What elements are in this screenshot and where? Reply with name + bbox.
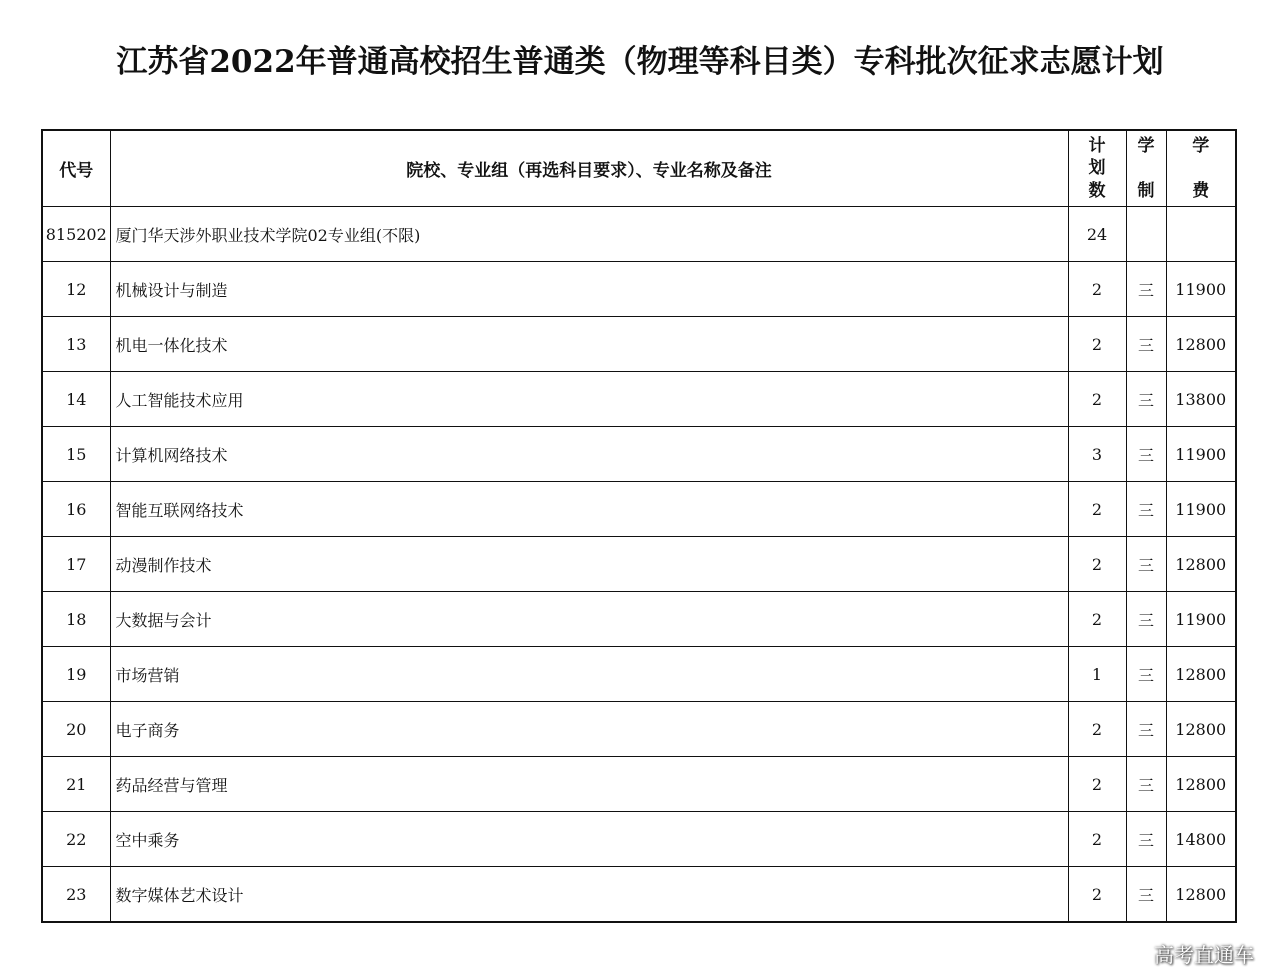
cell-plan-count: 2 [1068,482,1126,537]
cell-fee: 13800 [1166,372,1236,427]
cell-years: 三 [1126,482,1166,537]
cell-major-name: 智能互联网络技术 [110,482,1068,537]
cell-major-name: 动漫制作技术 [110,537,1068,592]
cell-code: 17 [42,537,110,592]
cell-years: 三 [1126,757,1166,812]
cell-plan-count: 2 [1068,317,1126,372]
group-name: 厦门华天涉外职业技术学院02专业组(不限) [110,207,1068,262]
header-fee-char: 学 [1192,135,1210,156]
header-years-char: 学 [1137,135,1155,156]
enrollment-plan-table [41,129,1237,923]
table-row [42,482,1236,537]
cell-plan-count: 2 [1068,262,1126,317]
group-years [1126,207,1166,262]
header-plan-count-char: 数 [1088,180,1106,201]
table-row [42,867,1236,923]
cell-fee: 12800 [1166,537,1236,592]
cell-major-name: 计算机网络技术 [110,427,1068,482]
header-fee [1166,130,1236,207]
cell-code: 14 [42,372,110,427]
table-body [42,207,1236,923]
table-header-row [42,130,1236,207]
cell-code: 13 [42,317,110,372]
table-row [42,372,1236,427]
cell-major-name: 机电一体化技术 [110,317,1068,372]
cell-fee: 11900 [1166,427,1236,482]
cell-code: 18 [42,592,110,647]
cell-fee: 12800 [1166,757,1236,812]
cell-plan-count: 2 [1068,372,1126,427]
cell-fee: 11900 [1166,262,1236,317]
cell-years: 三 [1126,812,1166,867]
header-code: 代号 [42,130,110,207]
cell-code: 22 [42,812,110,867]
cell-fee: 12800 [1166,317,1236,372]
group-count: 24 [1068,207,1126,262]
cell-code: 21 [42,757,110,812]
cell-code: 20 [42,702,110,757]
cell-major-name: 市场营销 [110,647,1068,702]
cell-years: 三 [1126,372,1166,427]
header-plan-count [1068,130,1126,207]
cell-fee: 12800 [1166,647,1236,702]
group-code: 815202 [42,207,110,262]
header-years [1126,130,1166,207]
cell-major-name: 机械设计与制造 [110,262,1068,317]
cell-fee: 12800 [1166,867,1236,923]
cell-years: 三 [1126,702,1166,757]
cell-plan-count: 2 [1068,592,1126,647]
page-title: 江苏省2022年普通高校招生普通类（物理等科目类）专科批次征求志愿计划 [116,44,1164,80]
cell-code: 23 [42,867,110,923]
cell-fee: 11900 [1166,482,1236,537]
table-row [42,592,1236,647]
watermark: 高考直通车 [1154,943,1254,967]
header-name: 院校、专业组（再选科目要求）、专业名称及备注 [110,130,1068,207]
header-plan-count-char: 计 [1088,135,1106,156]
header-years-char: 制 [1137,180,1155,201]
header-plan-count-char: 划 [1088,158,1106,179]
table-row [42,427,1236,482]
group-fee [1166,207,1236,262]
table-row [42,647,1236,702]
table-row [42,757,1236,812]
cell-code: 12 [42,262,110,317]
table-row [42,812,1236,867]
cell-major-name: 空中乘务 [110,812,1068,867]
cell-plan-count: 2 [1068,812,1126,867]
cell-major-name: 药品经营与管理 [110,757,1068,812]
cell-plan-count: 2 [1068,757,1126,812]
cell-years: 三 [1126,647,1166,702]
table-row [42,262,1236,317]
cell-years: 三 [1126,427,1166,482]
table-row [42,317,1236,372]
cell-years: 三 [1126,317,1166,372]
cell-major-name: 电子商务 [110,702,1068,757]
header-fee-char: 费 [1192,180,1210,201]
cell-code: 16 [42,482,110,537]
cell-code: 19 [42,647,110,702]
group-row [42,207,1236,262]
table-row [42,537,1236,592]
cell-plan-count: 1 [1068,647,1126,702]
cell-plan-count: 2 [1068,867,1126,923]
cell-fee: 12800 [1166,702,1236,757]
cell-plan-count: 3 [1068,427,1126,482]
table-row [42,702,1236,757]
cell-years: 三 [1126,262,1166,317]
cell-plan-count: 2 [1068,702,1126,757]
cell-plan-count: 2 [1068,537,1126,592]
cell-years: 三 [1126,592,1166,647]
cell-years: 三 [1126,867,1166,923]
cell-fee: 14800 [1166,812,1236,867]
cell-major-name: 人工智能技术应用 [110,372,1068,427]
cell-fee: 11900 [1166,592,1236,647]
cell-major-name: 大数据与会计 [110,592,1068,647]
cell-major-name: 数字媒体艺术设计 [110,867,1068,923]
cell-years: 三 [1126,537,1166,592]
cell-code: 15 [42,427,110,482]
